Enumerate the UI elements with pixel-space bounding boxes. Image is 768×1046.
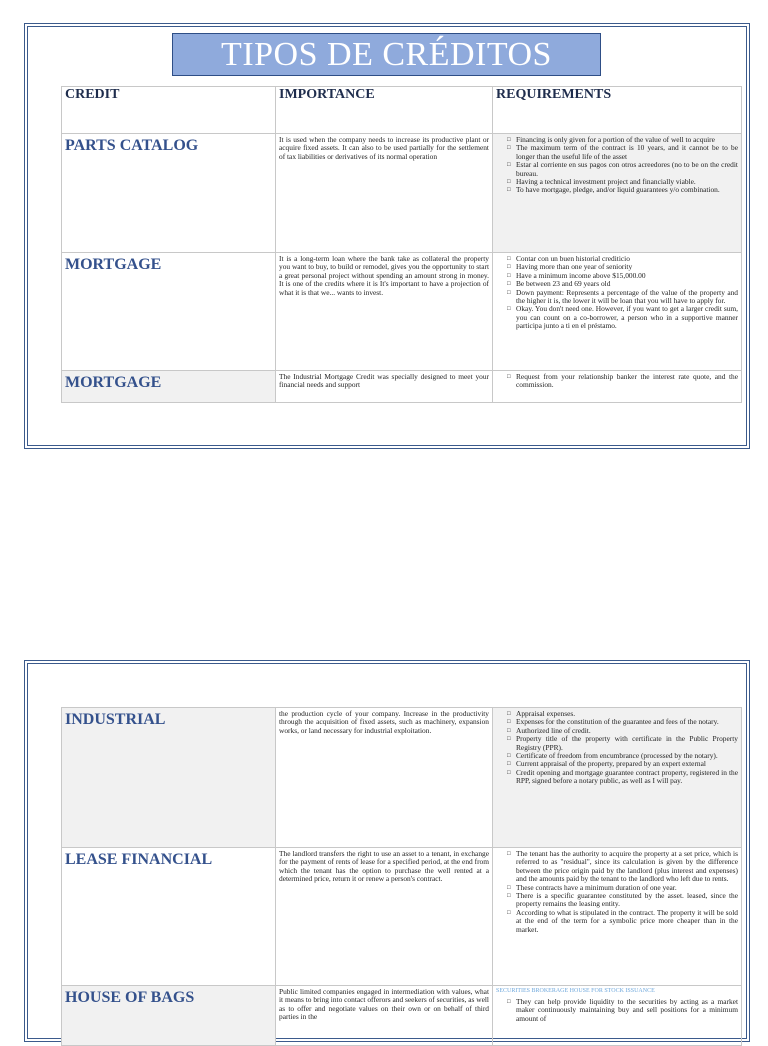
credit-name: LEASE FINANCIAL — [62, 848, 276, 986]
credit-table-1 — [61, 86, 742, 403]
requirement-item: □ Down payment: Represents a percentage of the value of the property and the higher it is, the lower it will be loan that you will have to apply for. — [516, 289, 738, 306]
requirement-item: □ To have mortgage, pledge, and/or liquid guarantees y/o combination. — [516, 186, 738, 194]
requirement-item: □ According to what is stipulated in the contract. The property it will be sold at the end of the term for a symbolic price more cheaper than in the market. — [516, 909, 738, 934]
requirement-item: □ Okay. You don't need one. However, if you want to get a larger credit sum, you can count on a co-borrower, a person who in a supportive manner participa junto a ti en el préstamo. — [516, 305, 738, 330]
credit-importance: The Industrial Mortgage Credit was specially designed to meet your financial needs and support — [276, 371, 493, 403]
table-row — [62, 253, 742, 371]
requirement-item: □ Financing is only given for a portion of the value of well to acquire — [516, 136, 738, 144]
credit-name: MORTGAGE — [62, 253, 276, 371]
requirement-item: □ Expenses for the constitution of the guarantee and fees of the notary. — [516, 718, 738, 726]
requirements-list — [496, 136, 738, 195]
credit-name: INDUSTRIAL — [62, 708, 276, 848]
table-row — [62, 848, 742, 986]
credit-importance: It is used when the company needs to increase its productive plant or acquire fixed assets. It can also to be used partially for the settlement of tax liabilities or derivatives of its normal operation — [276, 134, 493, 253]
requirement-item: □ Estar al corriente en sus pagos con otros acreedores (no to be on the credit bureau. — [516, 161, 738, 178]
requirements-list — [496, 710, 738, 786]
requirement-item: □ Property title of the property with certificate in the Public Property Registry (PPR). — [516, 735, 738, 752]
credit-requirements — [493, 371, 742, 403]
page-title: TIPOS DE CRÉDITOS — [172, 33, 601, 76]
credit-name: HOUSE OF BAGS — [62, 986, 276, 1046]
credit-requirements — [493, 134, 742, 253]
credit-importance: It is a long-term loan where the bank take as collateral the property you want to buy, to build or remodel, gives you the opportunity to start a great personal project without spending an amount strong in money. It is one of the credits where it is It's important to have a projection of what it is that we... wants to invest. — [276, 253, 493, 371]
requirement-item: □ The maximum term of the contract is 10 years, and it cannot be to be longer than the useful life of the asset — [516, 144, 738, 161]
table-row — [62, 134, 742, 253]
requirement-item: □ Having more than one year of seniority — [516, 263, 738, 271]
credit-requirements — [493, 708, 742, 848]
table-header-row — [62, 87, 742, 134]
header-requirements: REQUIREMENTS — [493, 87, 742, 134]
credit-requirements — [493, 986, 742, 1046]
credit-importance: the production cycle of your company. Increase in the productivity through the acquisition of fixed assets, such as machinery, expansion works, or land necessary for industrial exploitation. — [276, 708, 493, 848]
requirement-item: □ Appraisal expenses. — [516, 710, 738, 718]
requirement-item: □ These contracts have a minimum duration of one year. — [516, 884, 738, 892]
requirement-item: □ The tenant has the authority to acquire the property at a set price, which is referred to as "residual", since its calculation is given by the difference between the price origin paid by the landlord (plus interest and expenses) and the amounts paid by the tenant to the landlord who left due to rents. — [516, 850, 738, 884]
requirement-item: □ Request from your relationship banker the interest rate quote, and the commission. — [516, 373, 738, 390]
table-row — [62, 371, 742, 403]
credit-table-2 — [61, 707, 742, 1046]
requirements-list — [496, 850, 738, 934]
credit-importance: Public limited companies engaged in intermediation with values, what it means to bring into contact offerors and seekers of securities, as well as to offer and negotiate values on their own or on behalf of third parties in the — [276, 986, 493, 1046]
document-page-2 — [24, 660, 750, 1042]
requirement-item: □ Authorized line of credit. — [516, 727, 738, 735]
requirement-item: □ There is a specific guarantee constituted by the asset. leased, since the property remains the leasing entity. — [516, 892, 738, 909]
table-row — [62, 708, 742, 848]
requirements-caption: SECURITIES BROKERAGE HOUSE FOR STOCK ISSUANCE — [496, 988, 655, 994]
requirement-item: □ Have a minimum income above $15,000.00 — [516, 272, 738, 280]
requirement-item: □ Current appraisal of the property, prepared by an expert external — [516, 760, 738, 768]
document-page-1 — [24, 23, 750, 449]
header-importance: IMPORTANCE — [276, 87, 493, 134]
requirement-item: □ They can help provide liquidity to the securities by acting as a market maker continuously maintaining buy and sell positions for a minimum amount of — [516, 998, 738, 1023]
credit-name: MORTGAGE — [62, 371, 276, 403]
requirement-item: □ Be between 23 and 69 years old — [516, 280, 738, 288]
requirement-item: □ Contar con un buen historial crediticio — [516, 255, 738, 263]
requirements-list — [496, 373, 738, 390]
table-row — [62, 986, 742, 1046]
credit-requirements — [493, 848, 742, 986]
credit-requirements — [493, 253, 742, 371]
credit-importance: The landlord transfers the right to use an asset to a tenant, in exchange for the payment of rents of lease for a specified period, at the end from which the tenant has the option to purchase the well rented at a determined price, return it or renew a person's contract. — [276, 848, 493, 986]
credit-name: PARTS CATALOG — [62, 134, 276, 253]
requirements-list — [496, 255, 738, 331]
requirement-item: □ Credit opening and mortgage guarantee contract property, registered in the RPP, signed before a notary public, as well as I will pay. — [516, 769, 738, 786]
header-credit: CREDIT — [62, 87, 276, 134]
requirement-item: □ Certificate of freedom from encumbrance (processed by the notary). — [516, 752, 738, 760]
requirements-list — [496, 998, 738, 1023]
requirement-item: □ Having a technical investment project and financially viable. — [516, 178, 738, 186]
